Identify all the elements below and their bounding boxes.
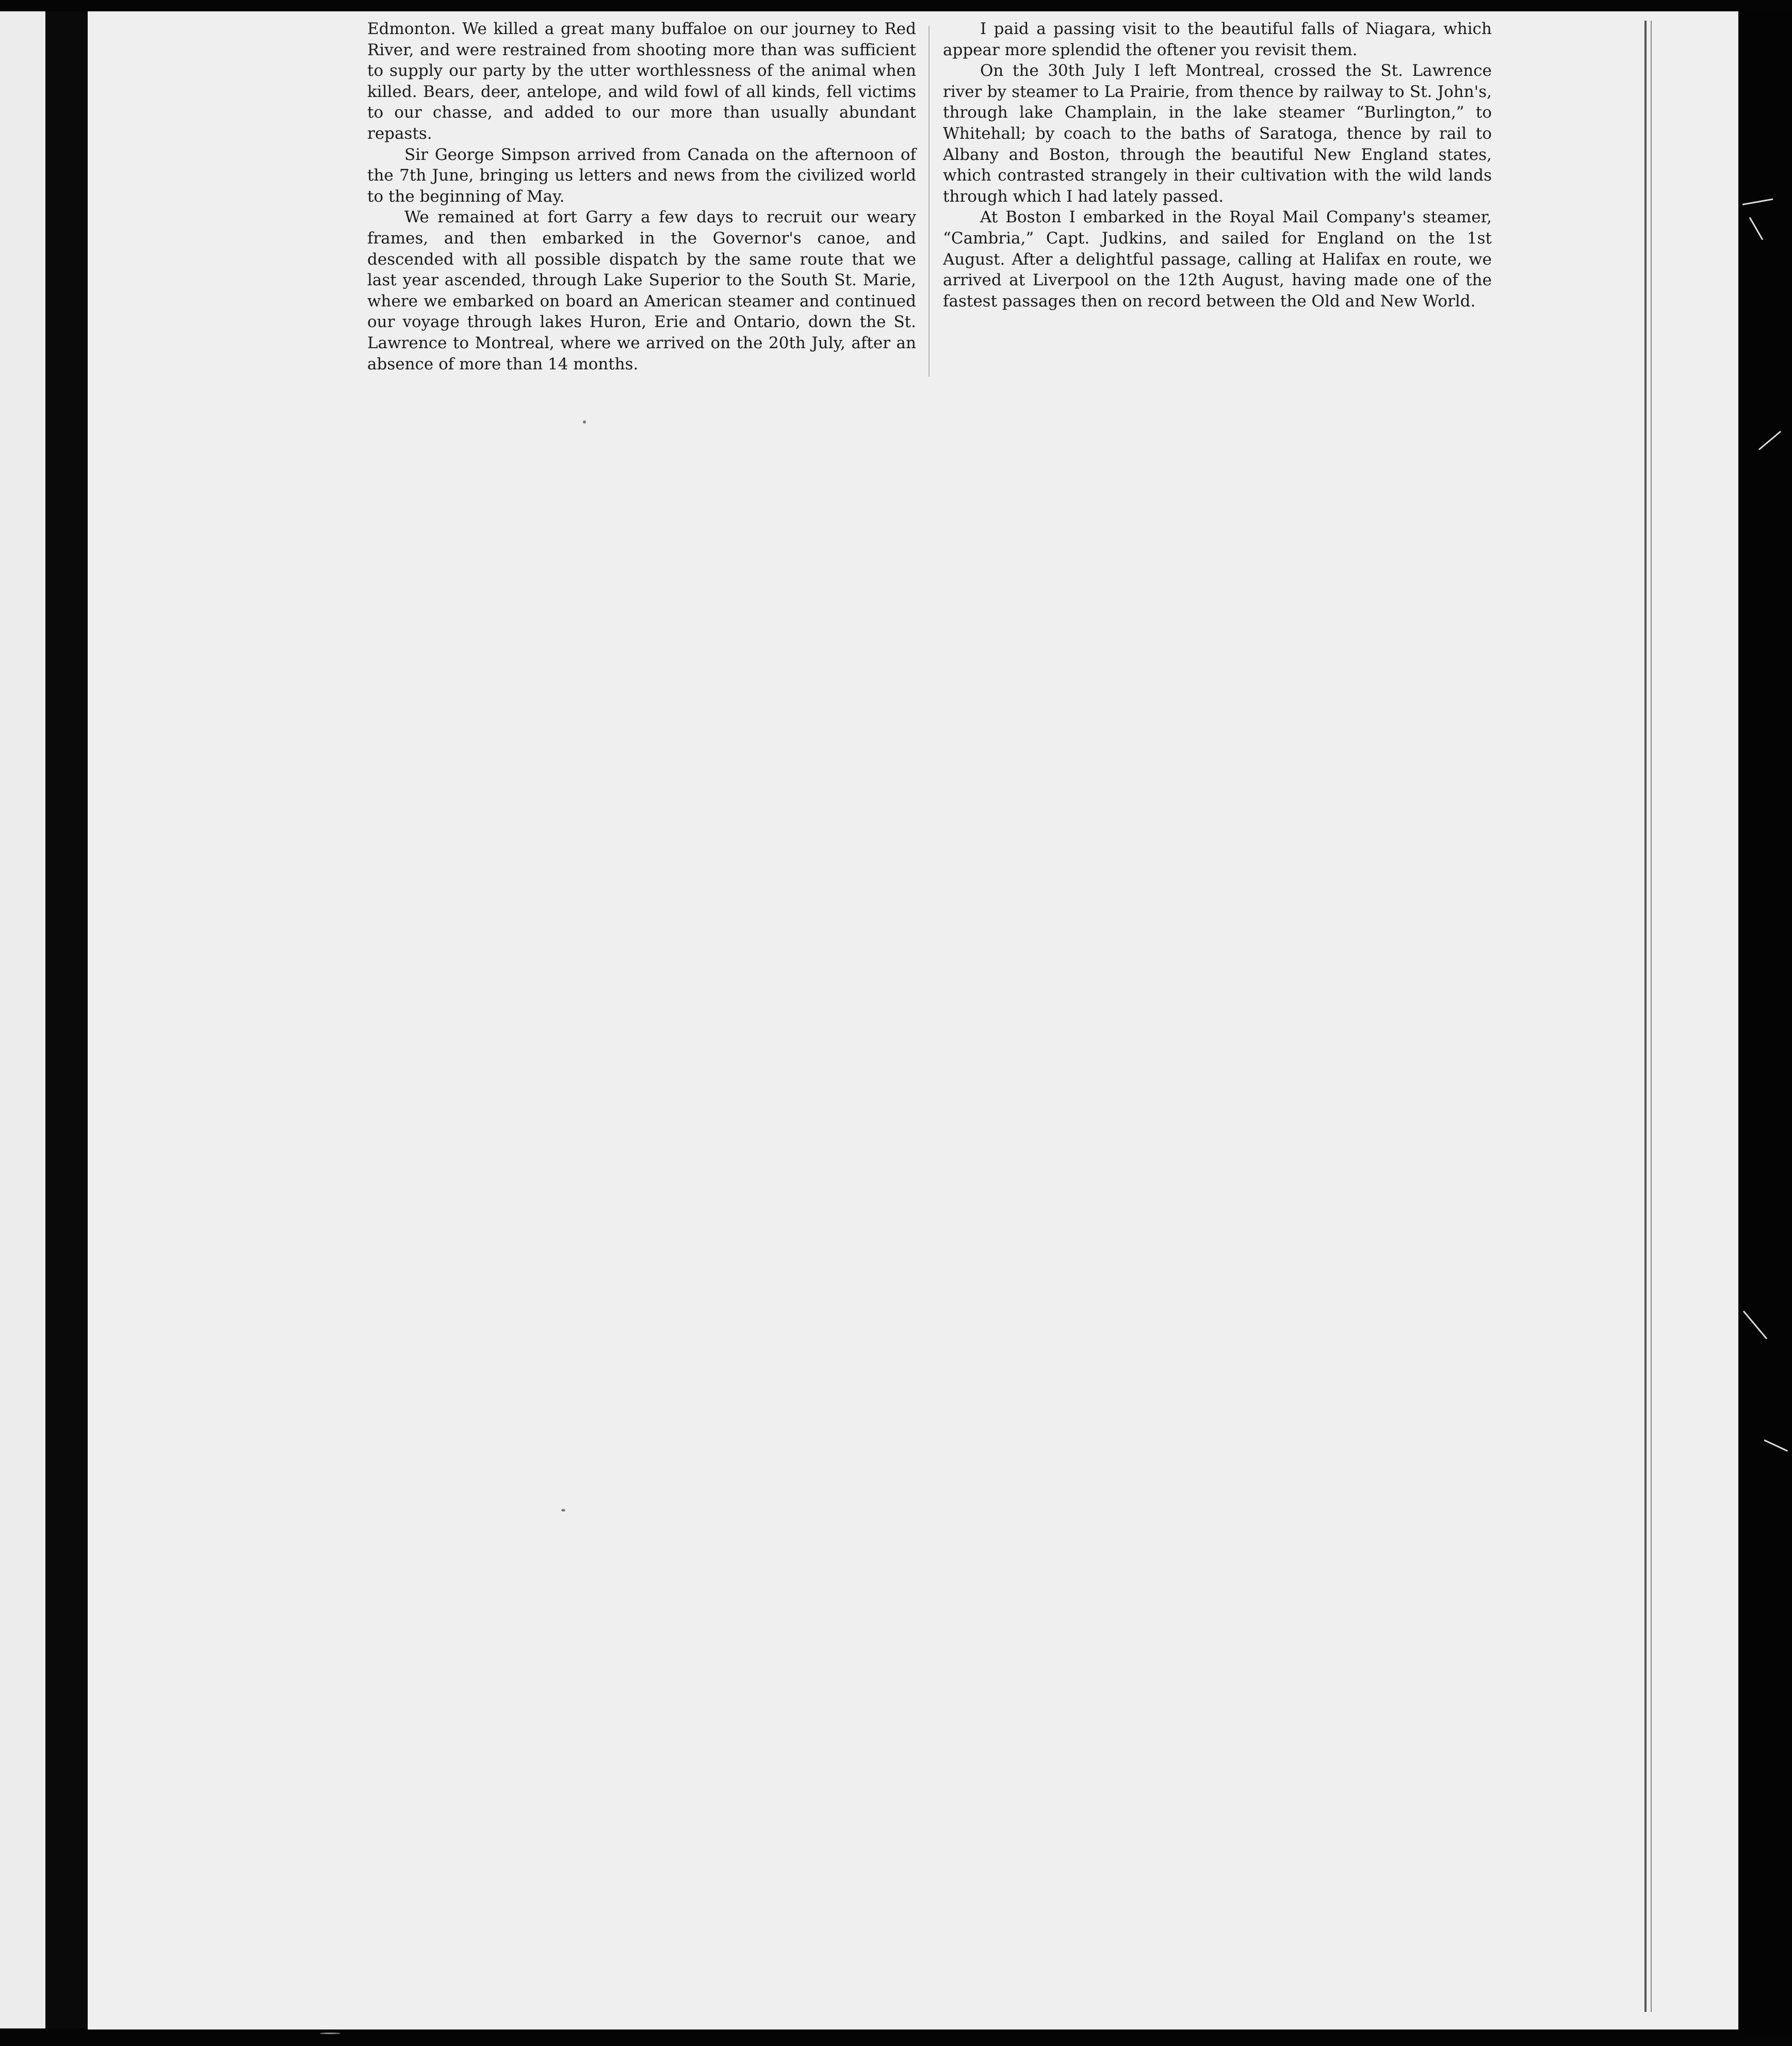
paragraph: Edmonton. We killed a great many buffaloe on our journey to Red River, and were restrained from shooting more than was sufficient to supply our party by the utter worthlessness of the animal when killed. Bears, deer, antelope, and wild fowl of all kinds, fell victims to our chasse, and added to our more than usually abundant repasts. xyxy=(367,20,916,143)
left-text-column xyxy=(367,19,916,375)
right-text-column xyxy=(943,19,1492,312)
paragraph: Sir George Simpson arrived from Canada on the afternoon of the 7th June, bringing us letters and news from the civilized world to the beginning of May. xyxy=(367,145,916,206)
page-fold-line xyxy=(1644,21,1647,2012)
paragraph: On the 30th July I left Montreal, crossed the St. Lawrence river by steamer to La Prairie, from thence by railway to St. John's, through lake Champlain, in the lake steamer “Burlington,” to Whitehall; by coach to the baths of Saratoga, thence by rail to Albany and Boston, through the beautiful New England states, which contrasted strangely in their cultivation with the wild lands through which I had lately passed. xyxy=(943,61,1492,206)
scan-border-right xyxy=(1738,11,1792,2034)
column-divider xyxy=(928,26,930,377)
previous-page-edge xyxy=(0,11,45,2028)
scan-speck xyxy=(561,1509,565,1512)
page-fold-line-secondary xyxy=(1651,21,1652,2012)
scan-speck xyxy=(320,2033,340,2034)
binding-gutter xyxy=(45,11,88,2028)
scan-speck xyxy=(583,420,586,424)
paragraph: At Boston I embarked in the Royal Mail Company's steamer, “Cambria,” Capt. Judkins, and sailed for England on the 1st August. After a delightful passage, calling at Halifax en route, we arrived at Liverpool on the 12th August, having made one of the fastest passages then on record between the Old and New World. xyxy=(943,208,1492,311)
paragraph: I paid a passing visit to the beautiful falls of Niagara, which appear more splendid the oftener you revisit them. xyxy=(943,20,1492,59)
paragraph: We remained at fort Garry a few days to recruit our weary frames, and then embarked in the Governor's canoe, and descended with all possible dispatch by the same route that we last year ascended, through Lake Superior to the South St. Marie, where we embarked on board an American steamer and continued our voyage through lakes Huron, Erie and Ontario, down the St. Lawrence to Montreal, where we arrived on the 20th July, after an absence of more than 14 months. xyxy=(367,208,916,374)
